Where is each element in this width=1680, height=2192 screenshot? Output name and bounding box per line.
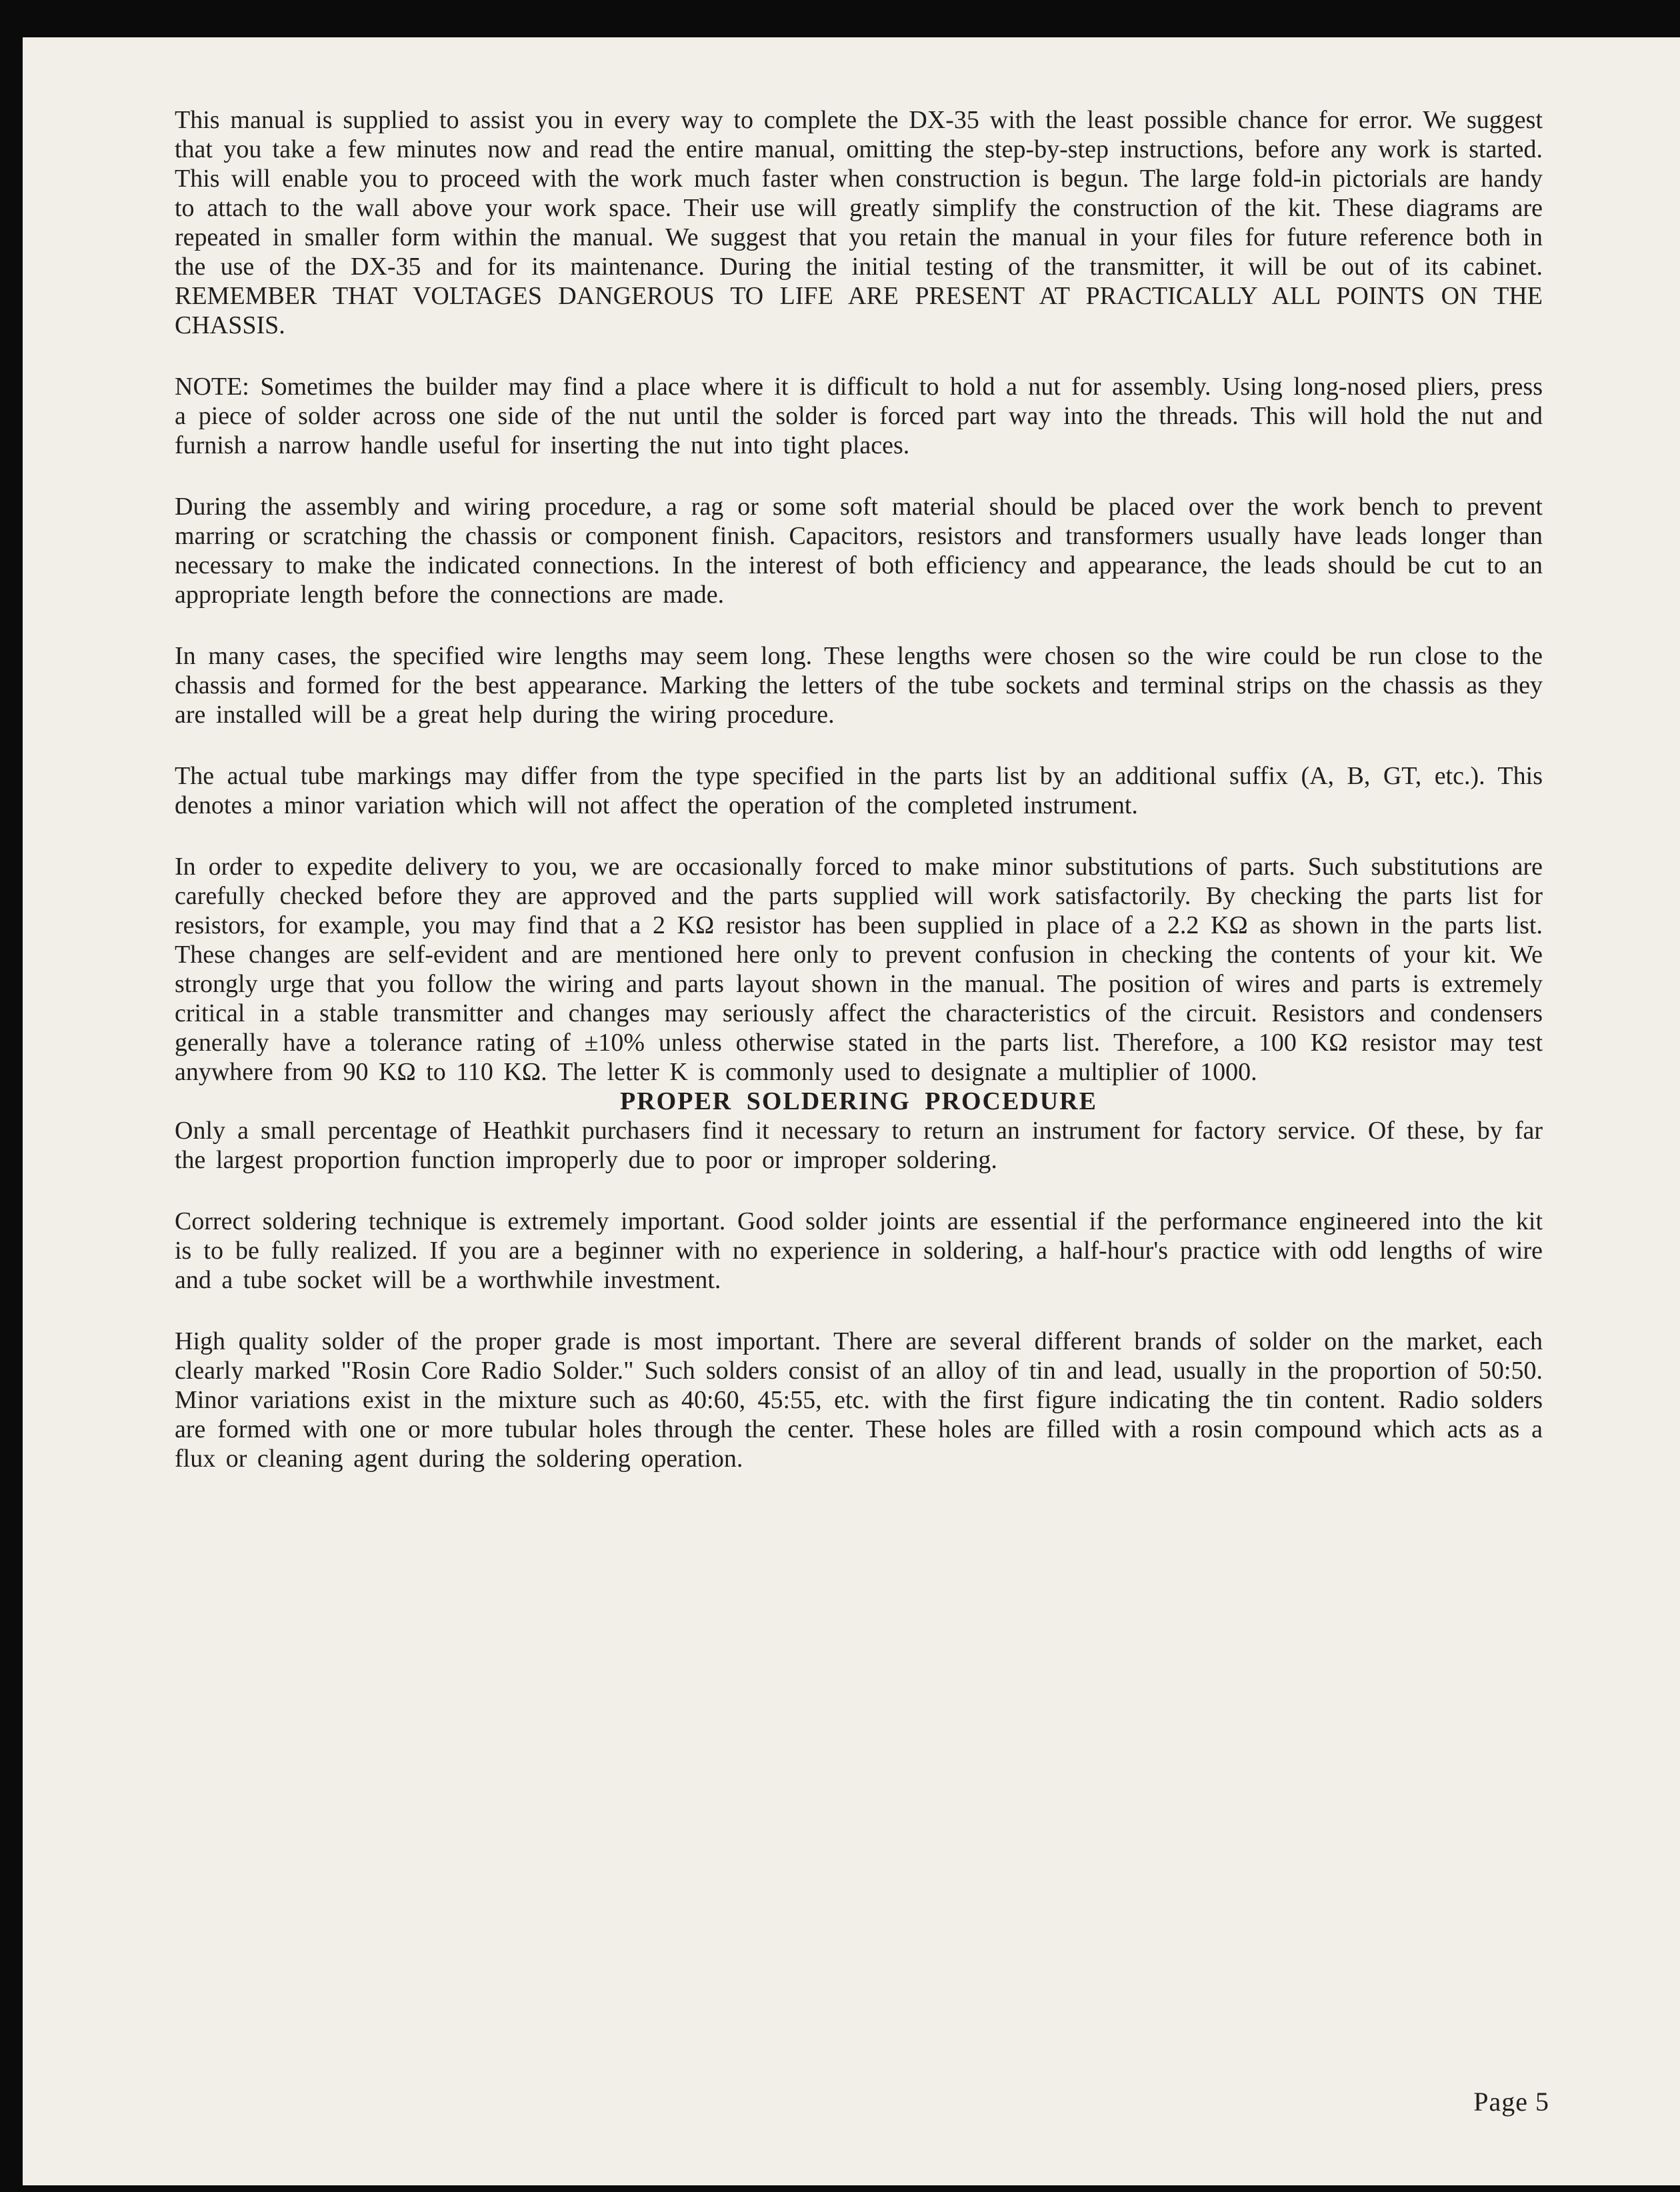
- paragraph-workbench-protection: During the assembly and wiring procedure, a rag or some soft material should be placed over the work bench to prevent marring or scratching the chassis or component finish. Capacitors, resistors and transformers usually have leads longer than necessary to make the indicated connections. In the interest of both efficiency and appearance, the leads should be cut to an appropriate length before the connections are made.: [175, 493, 1543, 609]
- scan-edge-left: [0, 0, 23, 2192]
- scan-edge-top: [0, 0, 1680, 37]
- paragraph-wire-lengths: In many cases, the specified wire lengths may seem long. These lengths were chosen so the wire could be run close to the chassis and formed for the best appearance. Marking the letters of the tube sockets and terminal strips on the chassis as they are installed will be a great help during the wiring procedure.: [175, 642, 1543, 729]
- paragraph-parts-substitutions: In order to expedite delivery to you, we are occasionally forced to make minor substitutions of parts. Such substitutions are carefully checked before they are approved and the parts supplied will work satisfactorily. By checking the parts list for resistors, for example, you may find that a 2 KΩ resistor has been supplied in place of a 2.2 KΩ as shown in the parts list. These changes are self-evident and are mentioned here only to prevent confusion in checking the contents of your kit. We strongly urge that you follow the wiring and parts layout shown in the manual. The position of wires and parts is extremely critical in a stable transmitter and changes may seriously affect the characteristics of the circuit. Resistors and condensers generally have a tolerance rating of ±10% unless otherwise stated in the parts list. Therefore, a 100 KΩ resistor may test anywhere from 90 KΩ to 110 KΩ. The letter K is commonly used to designate a multiplier of 1000.: [175, 853, 1543, 1086]
- page-body-text: [175, 105, 1543, 1505]
- paragraph-intro: This manual is supplied to assist you in every way to complete the DX-35 with the least possible chance for error. We suggest that you take a few minutes now and read the entire manual, omitting the step-by-step instructions, before any work is started. This will enable you to proceed with the work much faster when construction is begun. The large fold-in pictorials are handy to attach to the wall above your work space. Their use will greatly simplify the construction of the kit. These diagrams are repeated in smaller form within the manual. We suggest that you retain the manual in your files for future reference both in the use of the DX-35 and for its maintenance. During the initial testing of the transmitter, it will be out of its cabinet. REMEMBER THAT VOLTAGES DANGEROUS TO LIFE ARE PRESENT AT PRACTICALLY ALL POINTS ON THE CHASSIS.: [175, 106, 1543, 339]
- page-number: Page 5: [1473, 2087, 1549, 2117]
- paragraph-solder-quality: High quality solder of the proper grade is most important. There are several different brands of solder on the market, each clearly marked "Rosin Core Radio Solder." Such solders consist of an alloy of tin and lead, usually in the proportion of 50:50. Minor variations exist in the mixture such as 40:60, 45:55, etc. with the first figure indicating the tin content. Radio solders are formed with one or more tubular holes through the center. These holes are filled with a rosin compound which acts as a flux or cleaning agent during the soldering operation.: [175, 1327, 1543, 1473]
- scan-edge-bottom: [0, 2185, 1680, 2192]
- paragraph-return-percentage: Only a small percentage of Heathkit purchasers find it necessary to return an instrument for factory service. Of these, by far the largest proportion function improperly due to poor or improper soldering.: [175, 1117, 1543, 1174]
- section-heading-soldering: PROPER SOLDERING PROCEDURE: [620, 1087, 1097, 1115]
- paragraph-note-nut-holding: NOTE: Sometimes the builder may find a place where it is difficult to hold a nut for assembly. Using long-nosed pliers, press a piece of solder across one side of the nut until the solder is forced part way into the threads. This will hold the nut and furnish a narrow handle useful for inserting the nut into tight places.: [175, 373, 1543, 459]
- paragraph-soldering-technique: Correct soldering technique is extremely important. Good solder joints are essential if the performance engineered into the kit is to be fully realized. If you are a beginner with no experience in soldering, a half-hour's practice with odd lengths of wire and a tube socket will be a worthwhile investment.: [175, 1207, 1543, 1294]
- paragraph-tube-markings: The actual tube markings may differ from the type specified in the parts list by an additional suffix (A, B, GT, etc.). This denotes a minor variation which will not affect the operation of the completed instrument.: [175, 762, 1543, 819]
